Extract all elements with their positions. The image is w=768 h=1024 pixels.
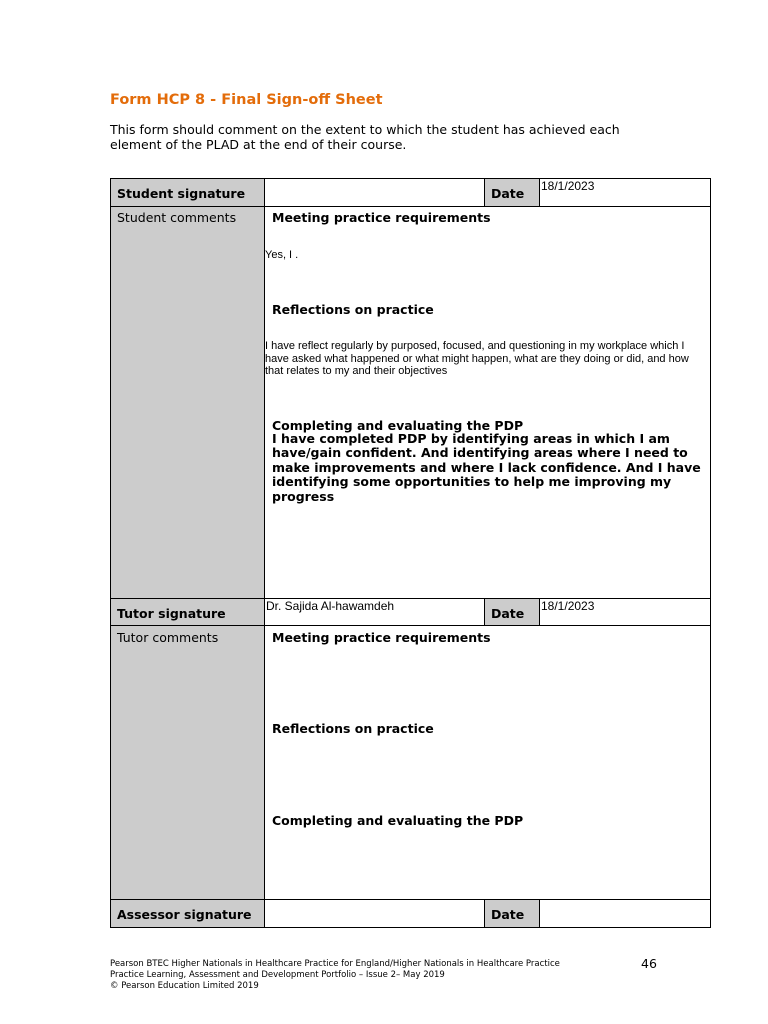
assessor-signature-label: Assessor signature (117, 907, 252, 922)
tutor-signature-field[interactable]: Dr. Sajida Al-hawamdeh (266, 599, 395, 613)
table-border (539, 178, 540, 207)
table-border (484, 178, 485, 207)
table-border (264, 178, 265, 928)
table-border (539, 899, 540, 928)
student-pdp-text: I have completed PDP by identifying areas in which I am have/gain confident. And identifying areas where I need to make improvements and where I lack confidence. And I have identifying some opportunities to help me improving my progress (272, 431, 701, 504)
tutor-comments-label: Tutor comments (117, 630, 219, 645)
form-intro: This form should comment on the extent to which the student has achieved each element of the PLAD at the end of their course. (110, 122, 620, 152)
table-border (484, 598, 485, 626)
tutor-date-label: Date (491, 606, 525, 621)
table-border (110, 625, 711, 626)
student-date-label: Date (491, 186, 525, 201)
student-comments-label-cell (111, 207, 265, 598)
table-border (484, 899, 485, 928)
table-border (710, 178, 711, 928)
tutor-reflections-heading: Reflections on practice (272, 721, 434, 736)
tutor-comments-label-cell (111, 626, 265, 899)
student-comments-label: Student comments (117, 210, 237, 225)
student-reflections-heading: Reflections on practice (272, 302, 434, 317)
student-reflections-text: I have reflect regularly by purposed, focused, and questioning in my workplace which I have asked what happened or what might happen, what are they doing or did, and how that relates to my and their objectives (265, 340, 689, 377)
footer-line: Practice Learning, Assessment and Development Portfolio – Issue 2– May 2019 (110, 970, 445, 980)
table-border (110, 927, 711, 928)
student-signature-label: Student signature (117, 186, 246, 201)
page-footer (110, 959, 610, 992)
table-border (110, 206, 711, 207)
student-meeting-heading: Meeting practice requirements (272, 210, 491, 225)
table-border (110, 899, 711, 900)
table-border (110, 598, 711, 599)
footer-copyright: © Pearson Education Limited 2019 (110, 981, 259, 991)
tutor-signature-label: Tutor signature (117, 606, 226, 621)
tutor-date-field[interactable]: 18/1/2023 (541, 599, 595, 613)
page-number: 46 (641, 956, 657, 971)
tutor-pdp-heading: Completing and evaluating the PDP (272, 813, 524, 828)
table-border (539, 598, 540, 626)
footer-line: Pearson BTEC Higher Nationals in Healthcare Practice for England/Higher Nationals in Healthcare Practice (110, 959, 560, 969)
student-date-field[interactable]: 18/1/2023 (541, 179, 595, 193)
student-pdp-heading: Completing and evaluating the PDP (272, 418, 524, 433)
form-title: Form HCP 8 - Final Sign-off Sheet (110, 92, 383, 108)
assessor-date-label: Date (491, 907, 525, 922)
tutor-meeting-heading: Meeting practice requirements (272, 630, 491, 645)
table-border (110, 178, 711, 179)
table-border (110, 178, 111, 928)
student-meeting-text: Yes, I . (265, 249, 299, 261)
